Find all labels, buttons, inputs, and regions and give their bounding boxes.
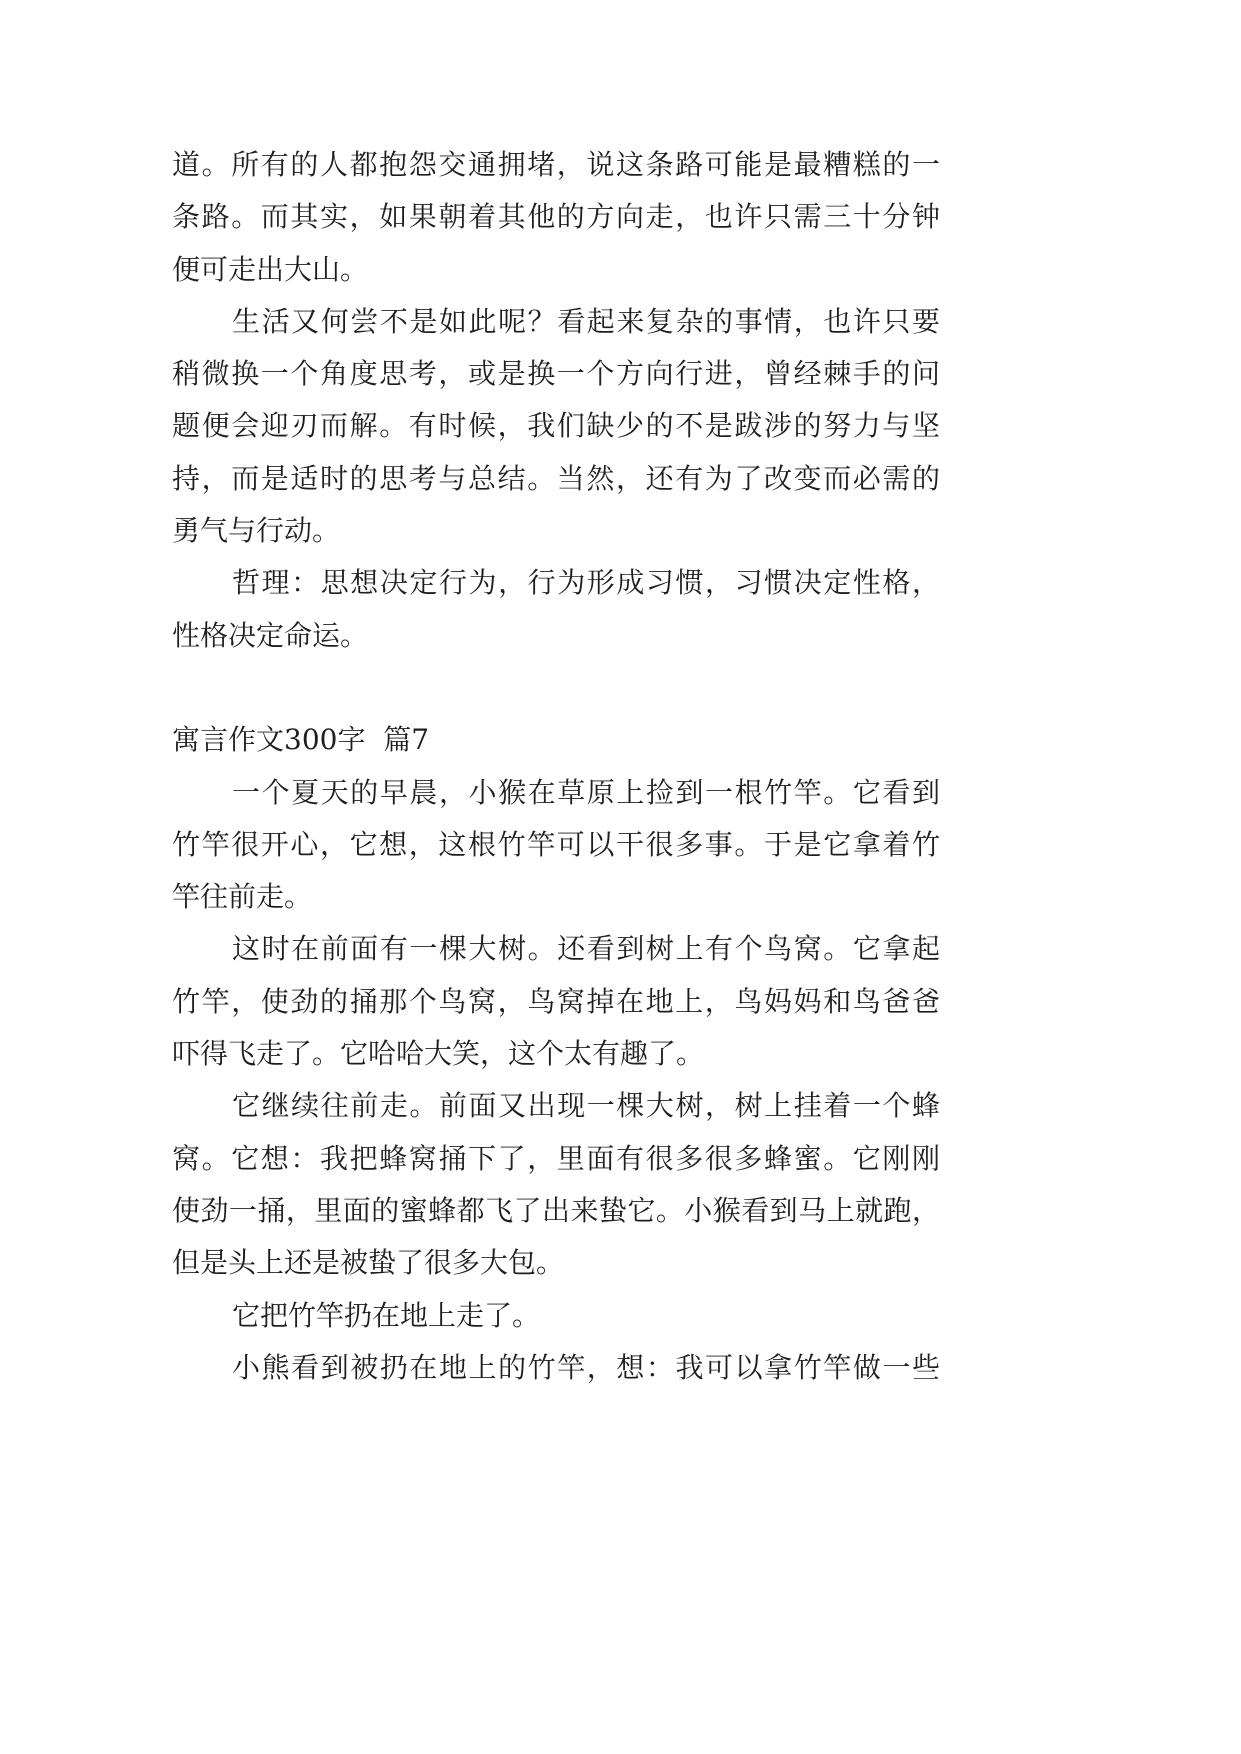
text-line: 一个夏天的早晨，小猴在草原上捡到一根竹竿。它看到	[232, 775, 940, 809]
text-line: 生活又何尝不是如此呢？看起来复杂的事情，也许只要	[232, 304, 940, 338]
text-line: 便可走出大山。	[172, 252, 369, 286]
document-body	[172, 139, 940, 1394]
text-line: 小熊看到被扔在地上的竹竿，想：我可以拿竹竿做一些	[232, 1350, 940, 1384]
text-line: 条路。而其实，如果朝着其他的方向走，也许只需三十分钟	[172, 200, 940, 234]
paragraph	[172, 923, 940, 1080]
text-line: 吓得飞走了。它哈哈大笑，这个太有趣了。	[172, 1037, 705, 1071]
paragraph	[172, 139, 940, 296]
section-heading: 寓言作文300字 篇7	[172, 723, 430, 757]
text-line: 竹竿很开心，它想，这根竹竿可以干很多事。于是它拿着竹	[172, 827, 940, 861]
paragraph	[172, 767, 940, 924]
text-line: 使劲一捅，里面的蜜蜂都飞了出来蛰它。小猴看到马上就跑，	[172, 1193, 940, 1227]
text-line: 性格决定命运。	[172, 618, 369, 652]
paragraph	[172, 1342, 940, 1394]
text-line: 竹竿，使劲的捅那个鸟窝，鸟窝掉在地上，鸟妈妈和鸟爸爸	[172, 984, 940, 1018]
text-line: 勇气与行动。	[172, 514, 341, 548]
paragraph	[172, 296, 940, 557]
paragraph	[172, 1290, 940, 1342]
text-line: 道。所有的人都抱怨交通拥堵，说这条路可能是最糟糕的一	[172, 148, 940, 181]
text-line: 题便会迎刃而解。有时候，我们缺少的不是跋涉的努力与坚	[172, 409, 940, 443]
text-line: 但是头上还是被蛰了很多大包。	[172, 1246, 565, 1280]
text-line: 竿往前走。	[172, 880, 313, 914]
text-line: 哲理：思想决定行为，行为形成习惯，习惯决定性格，	[232, 566, 940, 600]
text-line: 它把竹竿扔在地上走了。	[232, 1298, 541, 1332]
text-line: 窝。它想：我把蜂窝捅下了，里面有很多很多蜂蜜。它刚刚	[172, 1141, 940, 1175]
text-line: 它继续往前走。前面又出现一棵大树，树上挂着一个蜂	[232, 1089, 940, 1123]
text-line: 这时在前面有一棵大树。还看到树上有个鸟窝。它拿起	[232, 932, 940, 966]
text-line: 稍微换一个角度思考，或是换一个方向行进，曾经棘手的问	[172, 357, 940, 391]
paragraph	[172, 1080, 940, 1289]
blank-line	[172, 662, 940, 714]
text-line: 持，而是适时的思考与总结。当然，还有为了改变而必需的	[172, 461, 940, 495]
paragraph	[172, 557, 940, 662]
